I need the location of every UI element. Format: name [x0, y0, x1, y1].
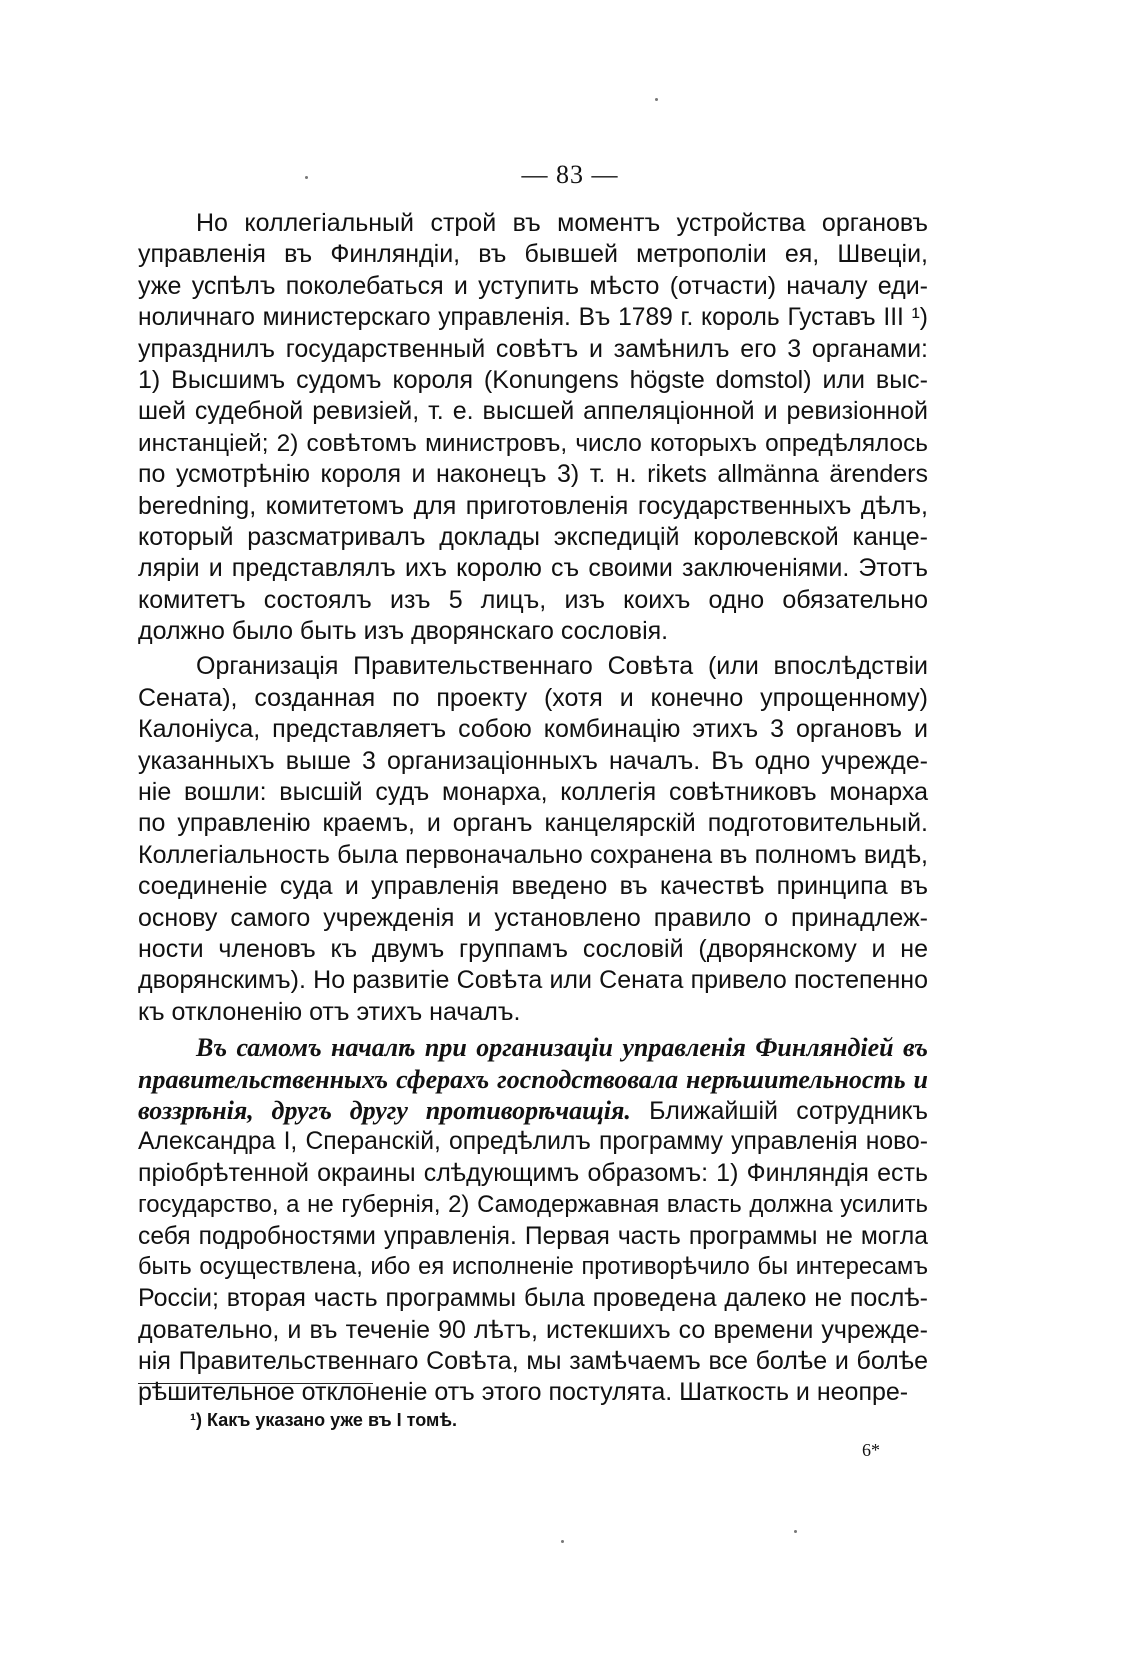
footnote: ¹) Какъ указано уже въ I томѣ.	[190, 1410, 457, 1430]
text-line: ности членовъ къ двумъ группамъ сословій (дворянскому и не	[138, 934, 928, 963]
text-line: упразднилъ государственный совѣтъ и замѣнилъ его 3 органами:	[138, 334, 928, 363]
text-line: быть осуществлена, ибо ея исполненіе противорѣчило бы интересамъ	[138, 1253, 928, 1280]
text-line: Въ самомъ началѣ при организаціи управленія Финляндіей въ	[196, 1033, 928, 1063]
text-line: который разсматривалъ доклады экспедицій королевской канце-	[138, 522, 928, 551]
text-line: рѣшительное отклоненіе отъ этого постулята. Шаткость и неопре-	[138, 1378, 909, 1407]
text-line: ніе вошли: высшій судъ монарха, коллегія совѣтниковъ монарха	[138, 778, 928, 807]
text-line: уже успѣлъ поколебаться и уступить мѣсто (отчасти) началу еди-	[138, 271, 928, 300]
text-line: комитетъ состоялъ изъ 5 лицъ, изъ коихъ одно обязательно	[138, 585, 928, 614]
text-line: 1) Высшимъ судомъ короля (Konungens högste domstol) или выс-	[138, 365, 928, 394]
text-line: довательно, и въ теченіе 90 лѣтъ, истекшихъ со времени учрежде-	[138, 1315, 928, 1344]
text-line: Сената), созданная по проекту (хотя и конечно упрощенному)	[138, 683, 928, 712]
footnote-rule	[138, 1383, 373, 1384]
text-line: основу самого учрежденія и установлено правило о принадлеж-	[138, 903, 928, 932]
text-line: Коллегіальность была первоначально сохранена въ полномъ видѣ,	[138, 840, 928, 869]
text-line: государство, а не губернія, 2) Самодержавная власть должна усилить	[138, 1191, 928, 1219]
text-line: управленія въ Финляндіи, въ бывшей метрополіи ея, Швеціи,	[138, 240, 928, 269]
text-line: правительственныхъ сферахъ господствовала нерѣшительность и	[138, 1064, 928, 1094]
text-line: себя подробностями управленія. Первая часть программы не могла	[138, 1222, 928, 1250]
text-line: Но коллегіальный строй въ моментъ устройства органовъ	[196, 209, 928, 237]
text-line: по усмотрѣнію короля и наконецъ 3) т. н. rikets allmänna ärenders	[138, 460, 928, 489]
text-line: воззрѣнія, другъ другу противорѣчащія. Ближайшій сотрудникъ	[138, 1095, 928, 1125]
text-line: по управленію краемъ, и органъ канцелярскій подготовительный.	[138, 809, 928, 838]
paper-speck	[305, 176, 308, 179]
text-line: ноличнаго министерскаго управленія. Въ 1789 г. король Густавъ III ¹)	[138, 304, 928, 332]
paragraph	[138, 1032, 928, 1409]
text-line: Россіи; вторая часть программы была проведена далеко не послѣ-	[138, 1284, 928, 1313]
paragraph	[138, 208, 928, 647]
text-line: къ отклоненію отъ этихъ началъ.	[138, 997, 521, 1026]
page-number: — 83 —	[521, 160, 619, 189]
printer-signature-mark: 6*	[862, 1440, 880, 1460]
paper-speck	[561, 1540, 564, 1543]
text-line: указанныхъ выше 3 организаціонныхъ началъ. Въ одно учрежде-	[138, 746, 928, 775]
text-line: Организація Правительственнаго Совѣта (или впослѣдствіи	[196, 652, 928, 681]
paper-speck	[794, 1530, 797, 1533]
text-line: должно было быть изъ дворянскаго сословія.	[138, 617, 669, 646]
text-line: пріобрѣтенной окраины слѣдующимъ образомъ: 1) Финляндія есть	[138, 1158, 928, 1187]
text-line: дворянскимъ). Но развитіе Совѣта или Сената привело постепенно	[138, 966, 928, 995]
paper-speck	[655, 98, 658, 101]
text-line: шей судебной ревизіей, т. е. высшей аппеляціонной и ревизіонной	[138, 397, 928, 426]
body-text	[138, 208, 928, 1409]
text-line: Александра I, Сперанскій, опредѣлилъ программу управленія ново-	[138, 1128, 928, 1156]
text-line: нія Правительственнаго Совѣта, мы замѣчаемъ все болѣе и болѣе	[138, 1347, 928, 1376]
emphasis-text: воззрѣнія, другъ другу противорѣчащія.	[138, 1095, 631, 1125]
paragraph	[138, 651, 928, 1028]
text-line: ляріи и представлялъ ихъ королю съ своими заключеніями. Этотъ	[138, 554, 928, 583]
text-line: соединеніе суда и управленія введено въ качествѣ принципа въ	[138, 872, 928, 901]
text-line: инстанціей; 2) совѣтомъ министровъ, число которыхъ опредѣлялось	[138, 429, 928, 457]
text-line: beredning, комитетомъ для приготовленія государственныхъ дѣлъ,	[138, 491, 928, 520]
text-line: Калоніуса, представляетъ собою комбинацію этихъ 3 органовъ и	[138, 715, 928, 744]
